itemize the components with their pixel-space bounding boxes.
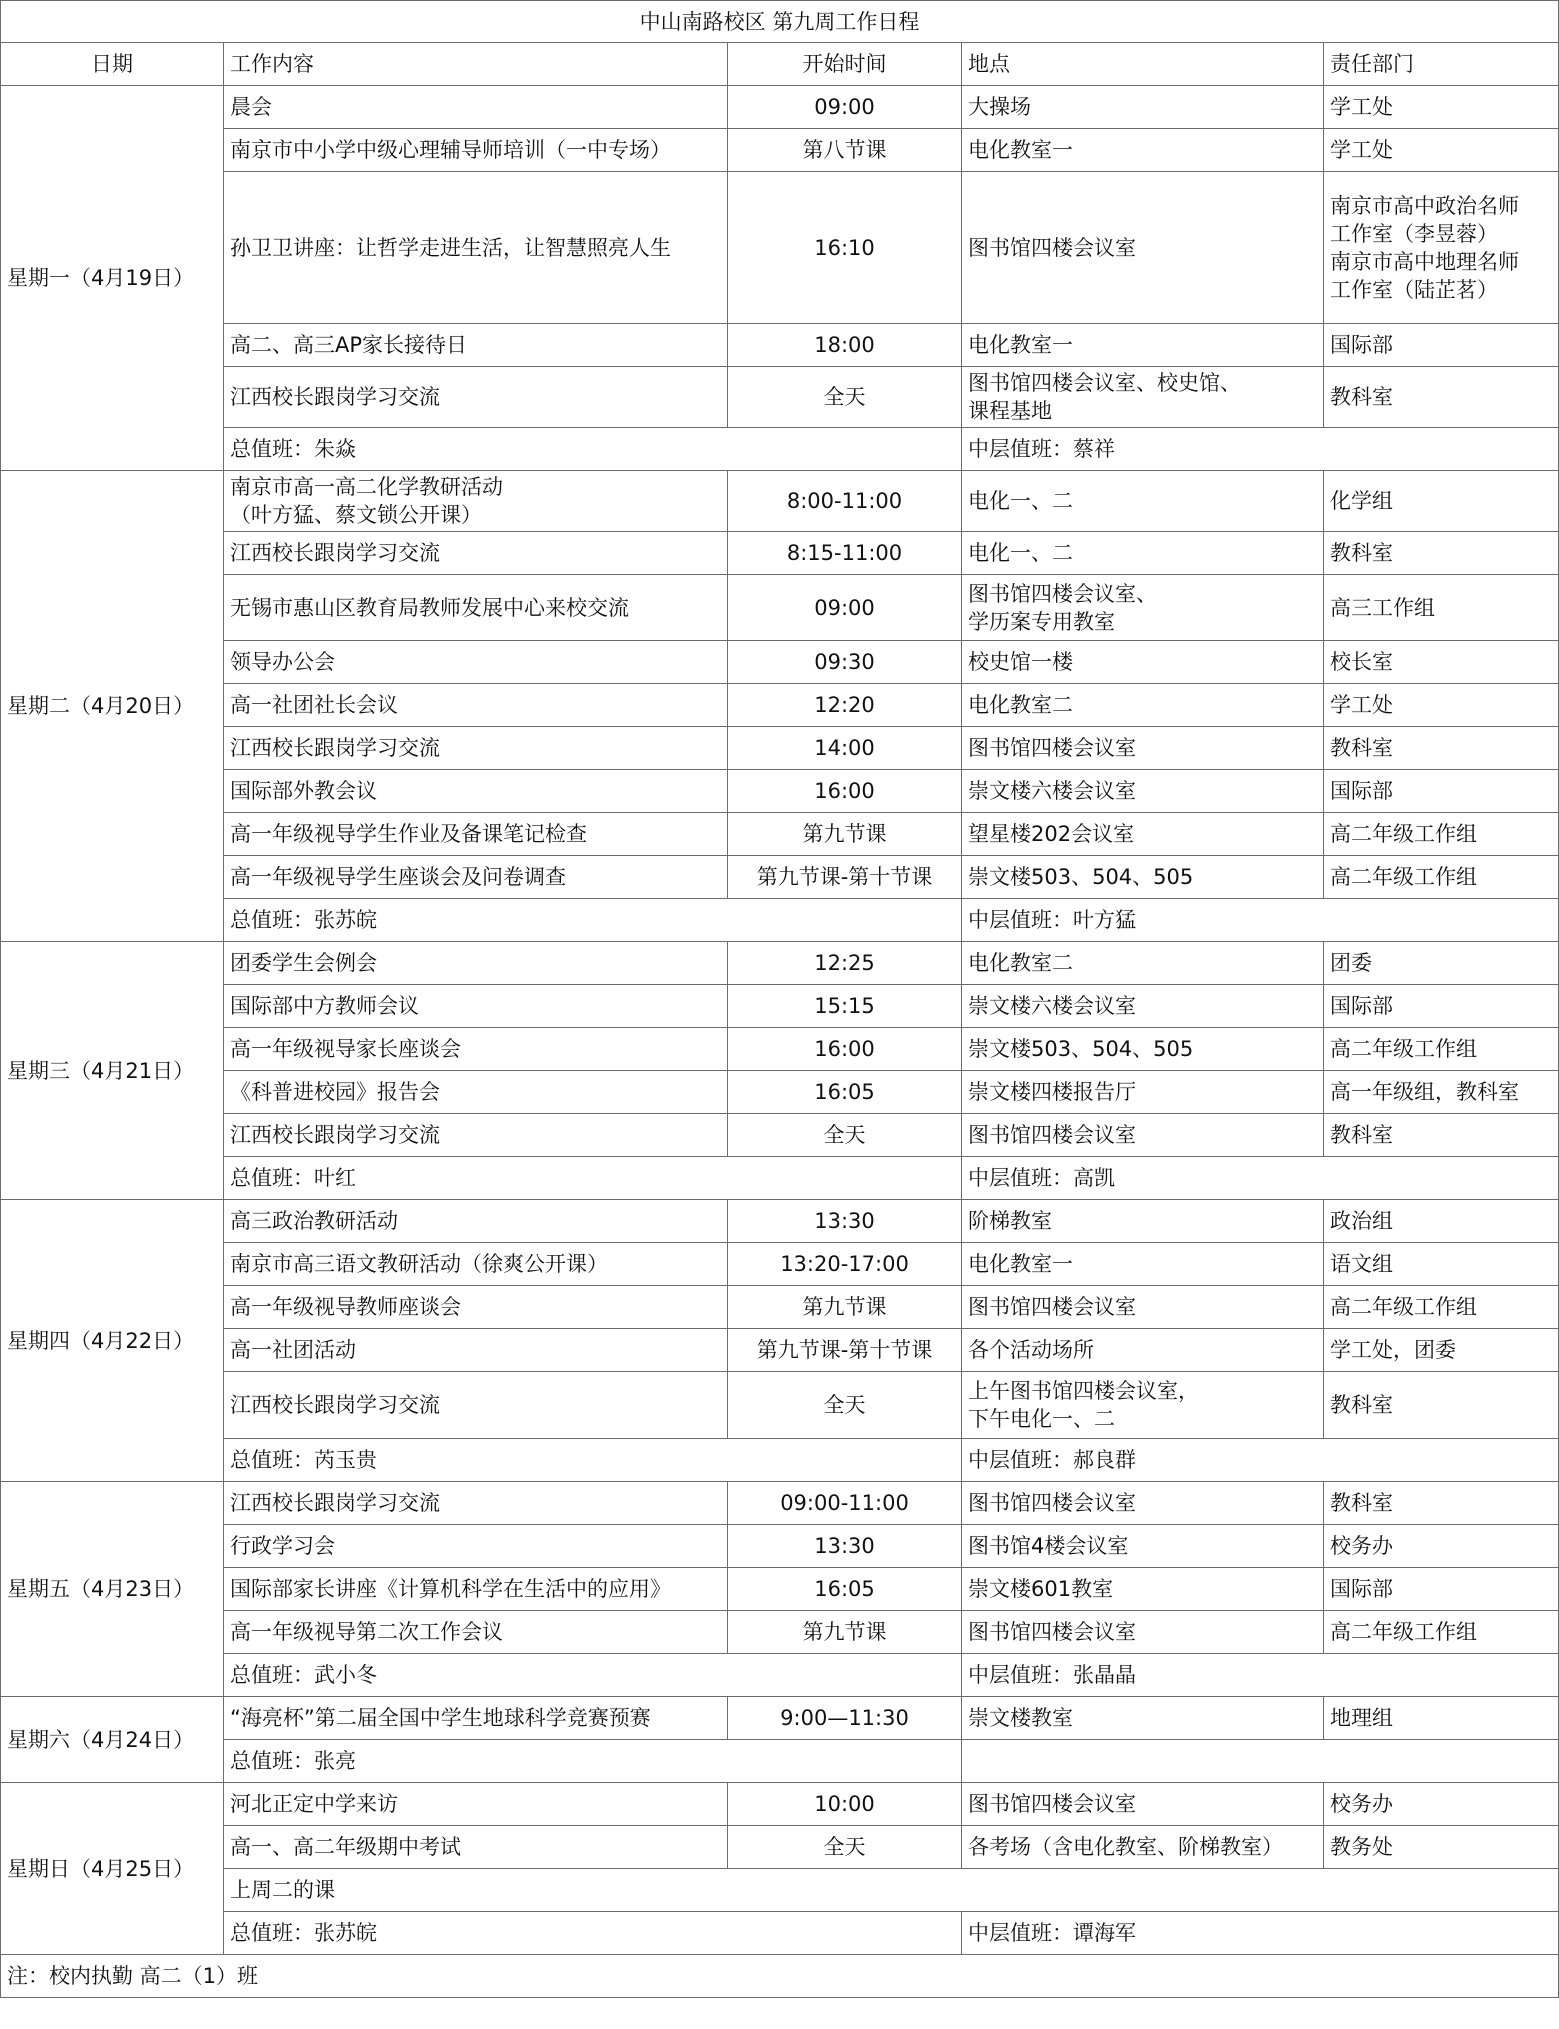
table-row <box>1 770 1559 813</box>
location: 崇文楼四楼报告厅 <box>962 1071 1324 1114</box>
day-label: 星期五（4月23日） <box>1 1482 224 1697</box>
responsible-dept: 教科室 <box>1324 1482 1559 1525</box>
table-row <box>1 532 1559 575</box>
table-row <box>1 1243 1559 1286</box>
table-row <box>1 1114 1559 1157</box>
responsible-dept: 教科室 <box>1324 367 1559 428</box>
middle-duty: 中层值班：郝良群 <box>962 1439 1559 1482</box>
location: 电化一、二 <box>962 532 1324 575</box>
location: 校史馆一楼 <box>962 641 1324 684</box>
location-line: 图书馆四楼会议室、 <box>968 581 1157 606</box>
start-time: 16:10 <box>728 172 962 324</box>
day-label: 星期四（4月22日） <box>1 1200 224 1482</box>
responsible-dept: 高二年级工作组 <box>1324 856 1559 899</box>
work-content: 江西校长跟岗学习交流 <box>224 532 728 575</box>
table-row <box>1 471 1559 532</box>
table-row <box>1 942 1559 985</box>
table-row <box>1 367 1559 428</box>
work-content: 高一年级视导第二次工作会议 <box>224 1611 728 1654</box>
start-time: 09:30 <box>728 641 962 684</box>
work-content <box>224 471 728 532</box>
location-line: 图书馆四楼会议室、校史馆、 <box>968 371 1241 395</box>
location: 图书馆四楼会议室 <box>962 1114 1324 1157</box>
responsible-dept <box>1324 172 1559 324</box>
work-content: 高一社团社长会议 <box>224 684 728 727</box>
table-row <box>1 1372 1559 1439</box>
duty-row <box>1 1740 1559 1783</box>
responsible-dept-line: 南京市高中地理名师 <box>1330 249 1519 274</box>
header-time: 开始时间 <box>728 43 962 86</box>
table-row <box>1 172 1559 324</box>
location: 图书馆四楼会议室 <box>962 1611 1324 1654</box>
start-time: 09:00 <box>728 575 962 641</box>
work-content: 江西校长跟岗学习交流 <box>224 1482 728 1525</box>
work-content: 高一年级视导学生作业及备课笔记检查 <box>224 813 728 856</box>
location: 图书馆四楼会议室 <box>962 1286 1324 1329</box>
header-content: 工作内容 <box>224 43 728 86</box>
work-content: 领导办公会 <box>224 641 728 684</box>
location: 阶梯教室 <box>962 1200 1324 1243</box>
header-location: 地点 <box>962 43 1324 86</box>
location: 图书馆四楼会议室 <box>962 1783 1324 1826</box>
start-time: 14:00 <box>728 727 962 770</box>
responsible-dept: 教科室 <box>1324 727 1559 770</box>
responsible-dept: 化学组 <box>1324 471 1559 532</box>
work-content-line: 南京市高一高二化学教研活动 <box>230 475 503 499</box>
location: 图书馆四楼会议室 <box>962 1482 1324 1525</box>
table-row <box>1 1329 1559 1372</box>
location: 图书馆四楼会议室 <box>962 172 1324 324</box>
duty-row <box>1 1439 1559 1482</box>
start-time: 13:30 <box>728 1200 962 1243</box>
table-row <box>1 1568 1559 1611</box>
work-content: 南京市中小学中级心理辅导师培训（一中专场） <box>224 129 728 172</box>
chief-duty: 总值班：张苏皖 <box>224 899 962 942</box>
start-time: 13:20-17:00 <box>728 1243 962 1286</box>
location: 图书馆四楼会议室 <box>962 727 1324 770</box>
location: 崇文楼503、504、505 <box>962 1028 1324 1071</box>
responsible-dept: 团委 <box>1324 942 1559 985</box>
chief-duty: 总值班：张亮 <box>224 1740 962 1783</box>
location-line: 课程基地 <box>968 399 1052 423</box>
chief-duty: 总值班：张苏皖 <box>224 1912 962 1955</box>
work-content: 团委学生会例会 <box>224 942 728 985</box>
table-row <box>1 1286 1559 1329</box>
location <box>962 575 1324 641</box>
start-time: 15:15 <box>728 985 962 1028</box>
table-row <box>1 727 1559 770</box>
responsible-dept: 国际部 <box>1324 985 1559 1028</box>
extra-note: 上周二的课 <box>224 1869 1559 1912</box>
start-time: 8:00-11:00 <box>728 471 962 532</box>
table-row <box>1 1525 1559 1568</box>
location: 崇文楼601教室 <box>962 1568 1324 1611</box>
day-label: 星期日（4月25日） <box>1 1783 224 1955</box>
location: 电化一、二 <box>962 471 1324 532</box>
chief-duty: 总值班：叶红 <box>224 1157 962 1200</box>
day-label: 星期一（4月19日） <box>1 86 224 471</box>
start-time: 第九节课 <box>728 813 962 856</box>
location: 各考场（含电化教室、阶梯教室） <box>962 1826 1324 1869</box>
work-content: 河北正定中学来访 <box>224 1783 728 1826</box>
start-time: 16:05 <box>728 1071 962 1114</box>
duty-row <box>1 899 1559 942</box>
work-content: 《科普进校园》报告会 <box>224 1071 728 1114</box>
responsible-dept: 高二年级工作组 <box>1324 1286 1559 1329</box>
table-row <box>1 641 1559 684</box>
table-row <box>1 1697 1559 1740</box>
location: 崇文楼503、504、505 <box>962 856 1324 899</box>
responsible-dept: 学工处 <box>1324 86 1559 129</box>
start-time: 18:00 <box>728 324 962 367</box>
location: 电化教室一 <box>962 1243 1324 1286</box>
footer-note: 注：校内执勤 高二（1）班 <box>1 1955 1559 1998</box>
work-content: 江西校长跟岗学习交流 <box>224 1114 728 1157</box>
responsible-dept: 政治组 <box>1324 1200 1559 1243</box>
location: 电化教室二 <box>962 684 1324 727</box>
location: 望星楼202会议室 <box>962 813 1324 856</box>
start-time: 9:00—11:30 <box>728 1697 962 1740</box>
work-content: 孙卫卫讲座：让哲学走进生活，让智慧照亮人生 <box>224 172 728 324</box>
middle-duty: 中层值班：蔡祥 <box>962 428 1559 471</box>
work-content: 国际部家长讲座《计算机科学在生活中的应用》 <box>224 1568 728 1611</box>
responsible-dept-line: 工作室（李昱蓉） <box>1330 221 1498 246</box>
location: 各个活动场所 <box>962 1329 1324 1372</box>
header-dept: 责任部门 <box>1324 43 1559 86</box>
start-time: 全天 <box>728 1826 962 1869</box>
start-time: 12:25 <box>728 942 962 985</box>
middle-duty: 中层值班：张晶晶 <box>962 1654 1559 1697</box>
table-row <box>1 1826 1559 1869</box>
start-time: 16:00 <box>728 770 962 813</box>
start-time: 09:00 <box>728 86 962 129</box>
location: 图书馆4楼会议室 <box>962 1525 1324 1568</box>
work-content: 南京市高三语文教研活动（徐爽公开课） <box>224 1243 728 1286</box>
responsible-dept: 学工处 <box>1324 684 1559 727</box>
start-time: 12:20 <box>728 684 962 727</box>
responsible-dept: 校长室 <box>1324 641 1559 684</box>
responsible-dept: 校务办 <box>1324 1783 1559 1826</box>
work-content: 高一年级视导教师座谈会 <box>224 1286 728 1329</box>
responsible-dept: 校务办 <box>1324 1525 1559 1568</box>
responsible-dept-line: 工作室（陆芷茗） <box>1330 277 1498 302</box>
start-time: 10:00 <box>728 1783 962 1826</box>
work-content: 高一年级视导家长座谈会 <box>224 1028 728 1071</box>
responsible-dept: 高二年级工作组 <box>1324 813 1559 856</box>
responsible-dept: 高二年级工作组 <box>1324 1028 1559 1071</box>
responsible-dept: 教务处 <box>1324 1826 1559 1869</box>
duty-row <box>1 1912 1559 1955</box>
responsible-dept: 语文组 <box>1324 1243 1559 1286</box>
start-time: 全天 <box>728 367 962 428</box>
responsible-dept-line: 南京市高中政治名师 <box>1330 193 1519 218</box>
start-time: 第九节课 <box>728 1286 962 1329</box>
location: 电化教室二 <box>962 942 1324 985</box>
responsible-dept: 学工处，团委 <box>1324 1329 1559 1372</box>
duty-row <box>1 1157 1559 1200</box>
table-row <box>1 813 1559 856</box>
table-row <box>1 1200 1559 1243</box>
header-row <box>1 43 1559 86</box>
work-content: 无锡市惠山区教育局教师发展中心来校交流 <box>224 575 728 641</box>
location <box>962 367 1324 428</box>
location: 电化教室一 <box>962 129 1324 172</box>
start-time: 全天 <box>728 1114 962 1157</box>
note-row <box>1 1955 1559 1998</box>
work-content: 晨会 <box>224 86 728 129</box>
responsible-dept: 教科室 <box>1324 1372 1559 1439</box>
work-content: 高一、高二年级期中考试 <box>224 1826 728 1869</box>
location: 崇文楼六楼会议室 <box>962 985 1324 1028</box>
table-row <box>1 129 1559 172</box>
chief-duty: 总值班：朱焱 <box>224 428 962 471</box>
responsible-dept: 学工处 <box>1324 129 1559 172</box>
table-row <box>1 1028 1559 1071</box>
table-row <box>1 1869 1559 1912</box>
work-content: 行政学习会 <box>224 1525 728 1568</box>
start-time: 第八节课 <box>728 129 962 172</box>
work-content: 国际部外教会议 <box>224 770 728 813</box>
day-label: 星期二（4月20日） <box>1 471 224 942</box>
work-content: 国际部中方教师会议 <box>224 985 728 1028</box>
start-time: 8:15-11:00 <box>728 532 962 575</box>
table-row <box>1 575 1559 641</box>
start-time: 全天 <box>728 1372 962 1439</box>
start-time: 09:00-11:00 <box>728 1482 962 1525</box>
title-row <box>1 1 1559 43</box>
location <box>962 1372 1324 1439</box>
table-row <box>1 1611 1559 1654</box>
responsible-dept: 国际部 <box>1324 770 1559 813</box>
responsible-dept: 高一年级组，教科室 <box>1324 1071 1559 1114</box>
start-time: 16:00 <box>728 1028 962 1071</box>
start-time: 16:05 <box>728 1568 962 1611</box>
middle-duty: 中层值班：高凯 <box>962 1157 1559 1200</box>
work-content-line: （叶方猛、蔡文锁公开课） <box>230 503 482 527</box>
day-label: 星期六（4月24日） <box>1 1697 224 1783</box>
responsible-dept: 高三工作组 <box>1324 575 1559 641</box>
work-content: “海亮杯”第二届全国中学生地球科学竞赛预赛 <box>224 1697 728 1740</box>
location-line: 下午电化一、二 <box>968 1407 1115 1431</box>
middle-duty <box>962 1740 1559 1783</box>
chief-duty: 总值班：芮玉贵 <box>224 1439 962 1482</box>
middle-duty: 中层值班：谭海军 <box>962 1912 1559 1955</box>
responsible-dept: 教科室 <box>1324 1114 1559 1157</box>
responsible-dept: 国际部 <box>1324 1568 1559 1611</box>
duty-row <box>1 428 1559 471</box>
work-content: 江西校长跟岗学习交流 <box>224 1372 728 1439</box>
location: 崇文楼六楼会议室 <box>962 770 1324 813</box>
responsible-dept: 高二年级工作组 <box>1324 1611 1559 1654</box>
duty-row <box>1 1654 1559 1697</box>
chief-duty: 总值班：武小冬 <box>224 1654 962 1697</box>
responsible-dept: 地理组 <box>1324 1697 1559 1740</box>
work-content: 高三政治教研活动 <box>224 1200 728 1243</box>
start-time: 第九节课-第十节课 <box>728 856 962 899</box>
table-row <box>1 1482 1559 1525</box>
start-time: 第九节课 <box>728 1611 962 1654</box>
work-content: 江西校长跟岗学习交流 <box>224 367 728 428</box>
table-row <box>1 324 1559 367</box>
work-content: 高一社团活动 <box>224 1329 728 1372</box>
table-row <box>1 856 1559 899</box>
page-title: 中山南路校区 第九周工作日程 <box>1 1 1559 43</box>
start-time: 13:30 <box>728 1525 962 1568</box>
table-row <box>1 985 1559 1028</box>
start-time: 第九节课-第十节课 <box>728 1329 962 1372</box>
responsible-dept: 国际部 <box>1324 324 1559 367</box>
header-date: 日期 <box>1 43 224 86</box>
middle-duty: 中层值班：叶方猛 <box>962 899 1559 942</box>
table-row <box>1 1071 1559 1114</box>
table-row <box>1 684 1559 727</box>
table-row <box>1 86 1559 129</box>
location: 电化教室一 <box>962 324 1324 367</box>
work-content: 江西校长跟岗学习交流 <box>224 727 728 770</box>
location-line: 上午图书馆四楼会议室， <box>968 1379 1199 1403</box>
location-line: 学历案专用教室 <box>968 609 1115 634</box>
location: 大操场 <box>962 86 1324 129</box>
work-content: 高二、高三AP家长接待日 <box>224 324 728 367</box>
work-content: 高一年级视导学生座谈会及问卷调查 <box>224 856 728 899</box>
table-row <box>1 1783 1559 1826</box>
day-label: 星期三（4月21日） <box>1 942 224 1200</box>
responsible-dept: 教科室 <box>1324 532 1559 575</box>
location: 崇文楼教室 <box>962 1697 1324 1740</box>
